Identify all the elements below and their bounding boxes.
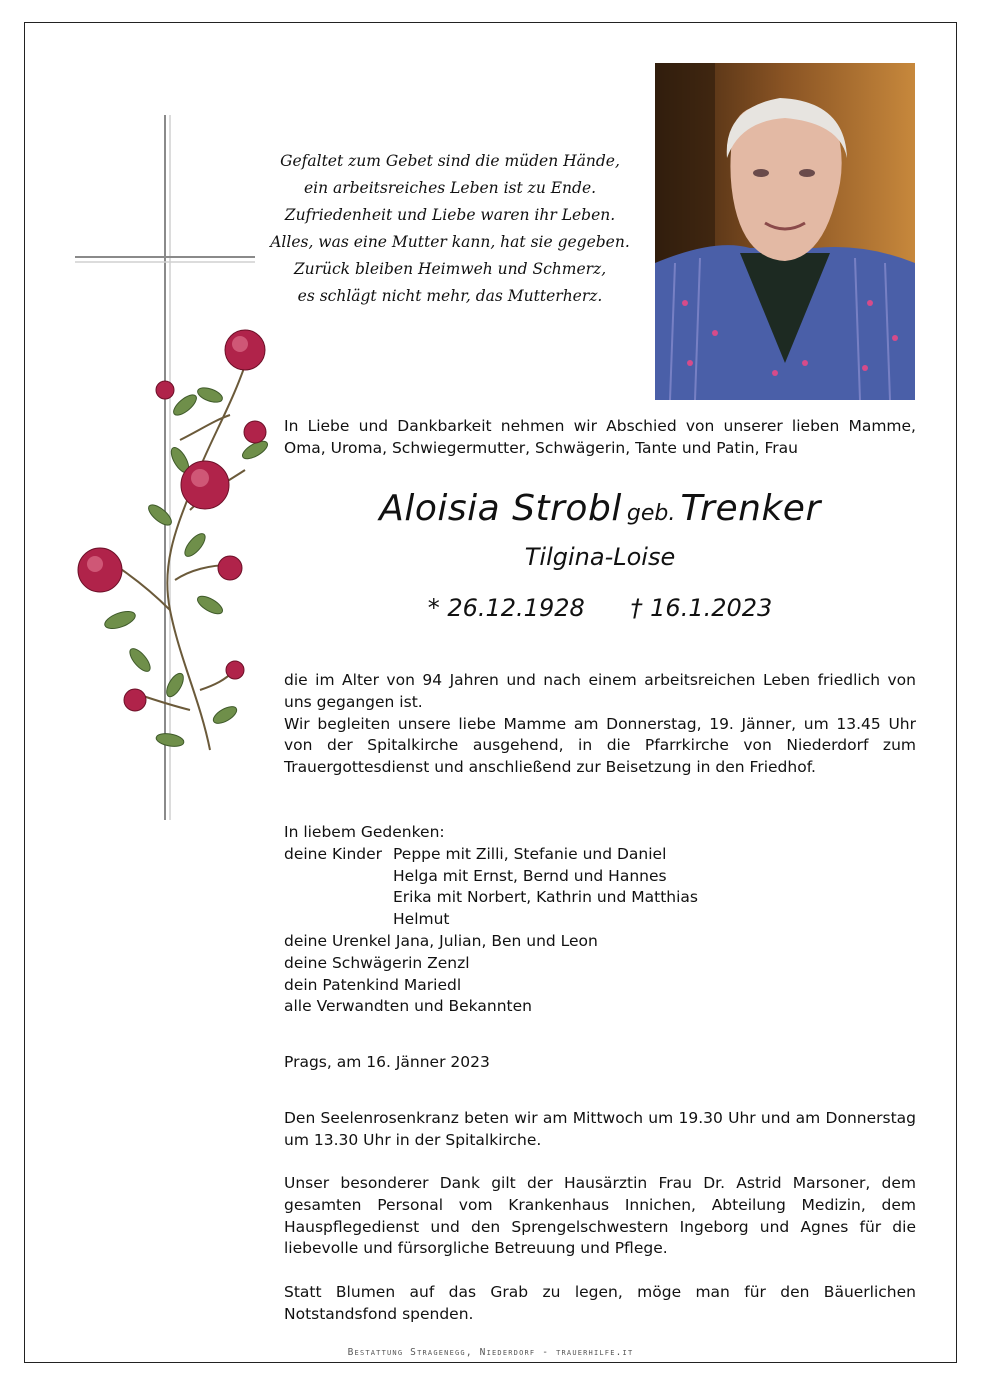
children-entry: Helmut (393, 910, 450, 929)
poem-line: ein arbeitsreiches Leben ist zu Ende. (303, 179, 597, 197)
donation-text: Statt Blumen auf das Grab zu legen, möge man für den Bäuerlichen Notstandsfond spenden. (284, 1283, 916, 1323)
poem (270, 148, 630, 310)
details-text (284, 670, 916, 779)
portrait-photo (655, 63, 915, 400)
mourner-entry: deine Urenkel Jana, Julian, Ben und Leon (284, 931, 598, 950)
nickname: Tilgina-Loise (524, 543, 676, 571)
deceased-name (284, 488, 916, 529)
poem-line: Zurück bleiben Heimweh und Schmerz, (293, 260, 607, 278)
intro-text: In Liebe und Dankbarkeit nehmen wir Abschied von unserer lieben Mamme, Oma, Uroma, Schwiegermutter, Schwägerin, Tante und Patin, Frau (284, 417, 916, 457)
footer-credit: Bestattung Stragenegg, Niederdorf - trauerhilfe.it (347, 1347, 634, 1358)
place-date: Prags, am 16. Jänner 2023 (284, 1053, 490, 1071)
mourners-list (284, 822, 698, 1018)
mourner-entry: deine Schwägerin Zenzl (284, 953, 470, 972)
name-geb: geb. (626, 501, 676, 526)
poem-line: Zufriedenheit und Liebe waren ihr Leben. (284, 206, 616, 224)
poem-line: es schlägt nicht mehr, das Mutterherz. (297, 287, 603, 305)
details-paragraph: die im Alter von 94 Jahren und nach einem arbeitsreichen Leben friedlich von uns gegangen ist. (284, 671, 916, 711)
rosary-text: Den Seelenrosenkranz beten wir am Mittwoch um 19.30 Uhr und am Donnerstag um 13.30 Uhr in der Spitalkirche. (284, 1109, 916, 1149)
mourner-entry: alle Verwandten und Bekannten (284, 997, 532, 1016)
poem-line: Alles, was eine Mutter kann, hat sie gegeben. (270, 233, 630, 251)
thanks-text: Unser besonderer Dank gilt der Hausärztin Frau Dr. Astrid Marsoner, dem gesamten Personal vom Krankenhaus Innichen, Abteilung Medizin, dem Hauspflegedienst und den Sprengelschwestern Ingeborg und Agnes für die liebevolle und fürsorgliche Betreuung und Pflege. (284, 1174, 916, 1258)
children-label: deine Kinder (284, 844, 383, 863)
children-entry: Helga mit Ernst, Bernd und Hannes (393, 866, 667, 885)
rose-branch-icon (60, 320, 280, 770)
mourners-heading: In liebem Gedenken: (284, 823, 445, 841)
mourner-entry: dein Patenkind Mariedl (284, 975, 462, 994)
name-first-last: Aloisia Strobl (379, 488, 622, 529)
name-maiden: Trenker (680, 488, 821, 529)
details-paragraph: Wir begleiten unsere liebe Mamme am Donnerstag, 19. Jänner, um 13.45 Uhr von der Spitalkirche ausgehend, in die Pfarrkirche von Niederdorf zum Trauergottesdienst und anschließend zur Beisetzung in den Friedhof. (284, 714, 916, 777)
birth-death-dates: * 26.12.1928 † 16.1.2023 (427, 594, 773, 622)
poem-line: Gefaltet zum Gebet sind die müden Hände, (280, 152, 620, 170)
children-entry: Peppe mit Zilli, Stefanie und Daniel (393, 844, 667, 863)
children-entry: Erika mit Norbert, Kathrin und Matthias (393, 888, 699, 907)
